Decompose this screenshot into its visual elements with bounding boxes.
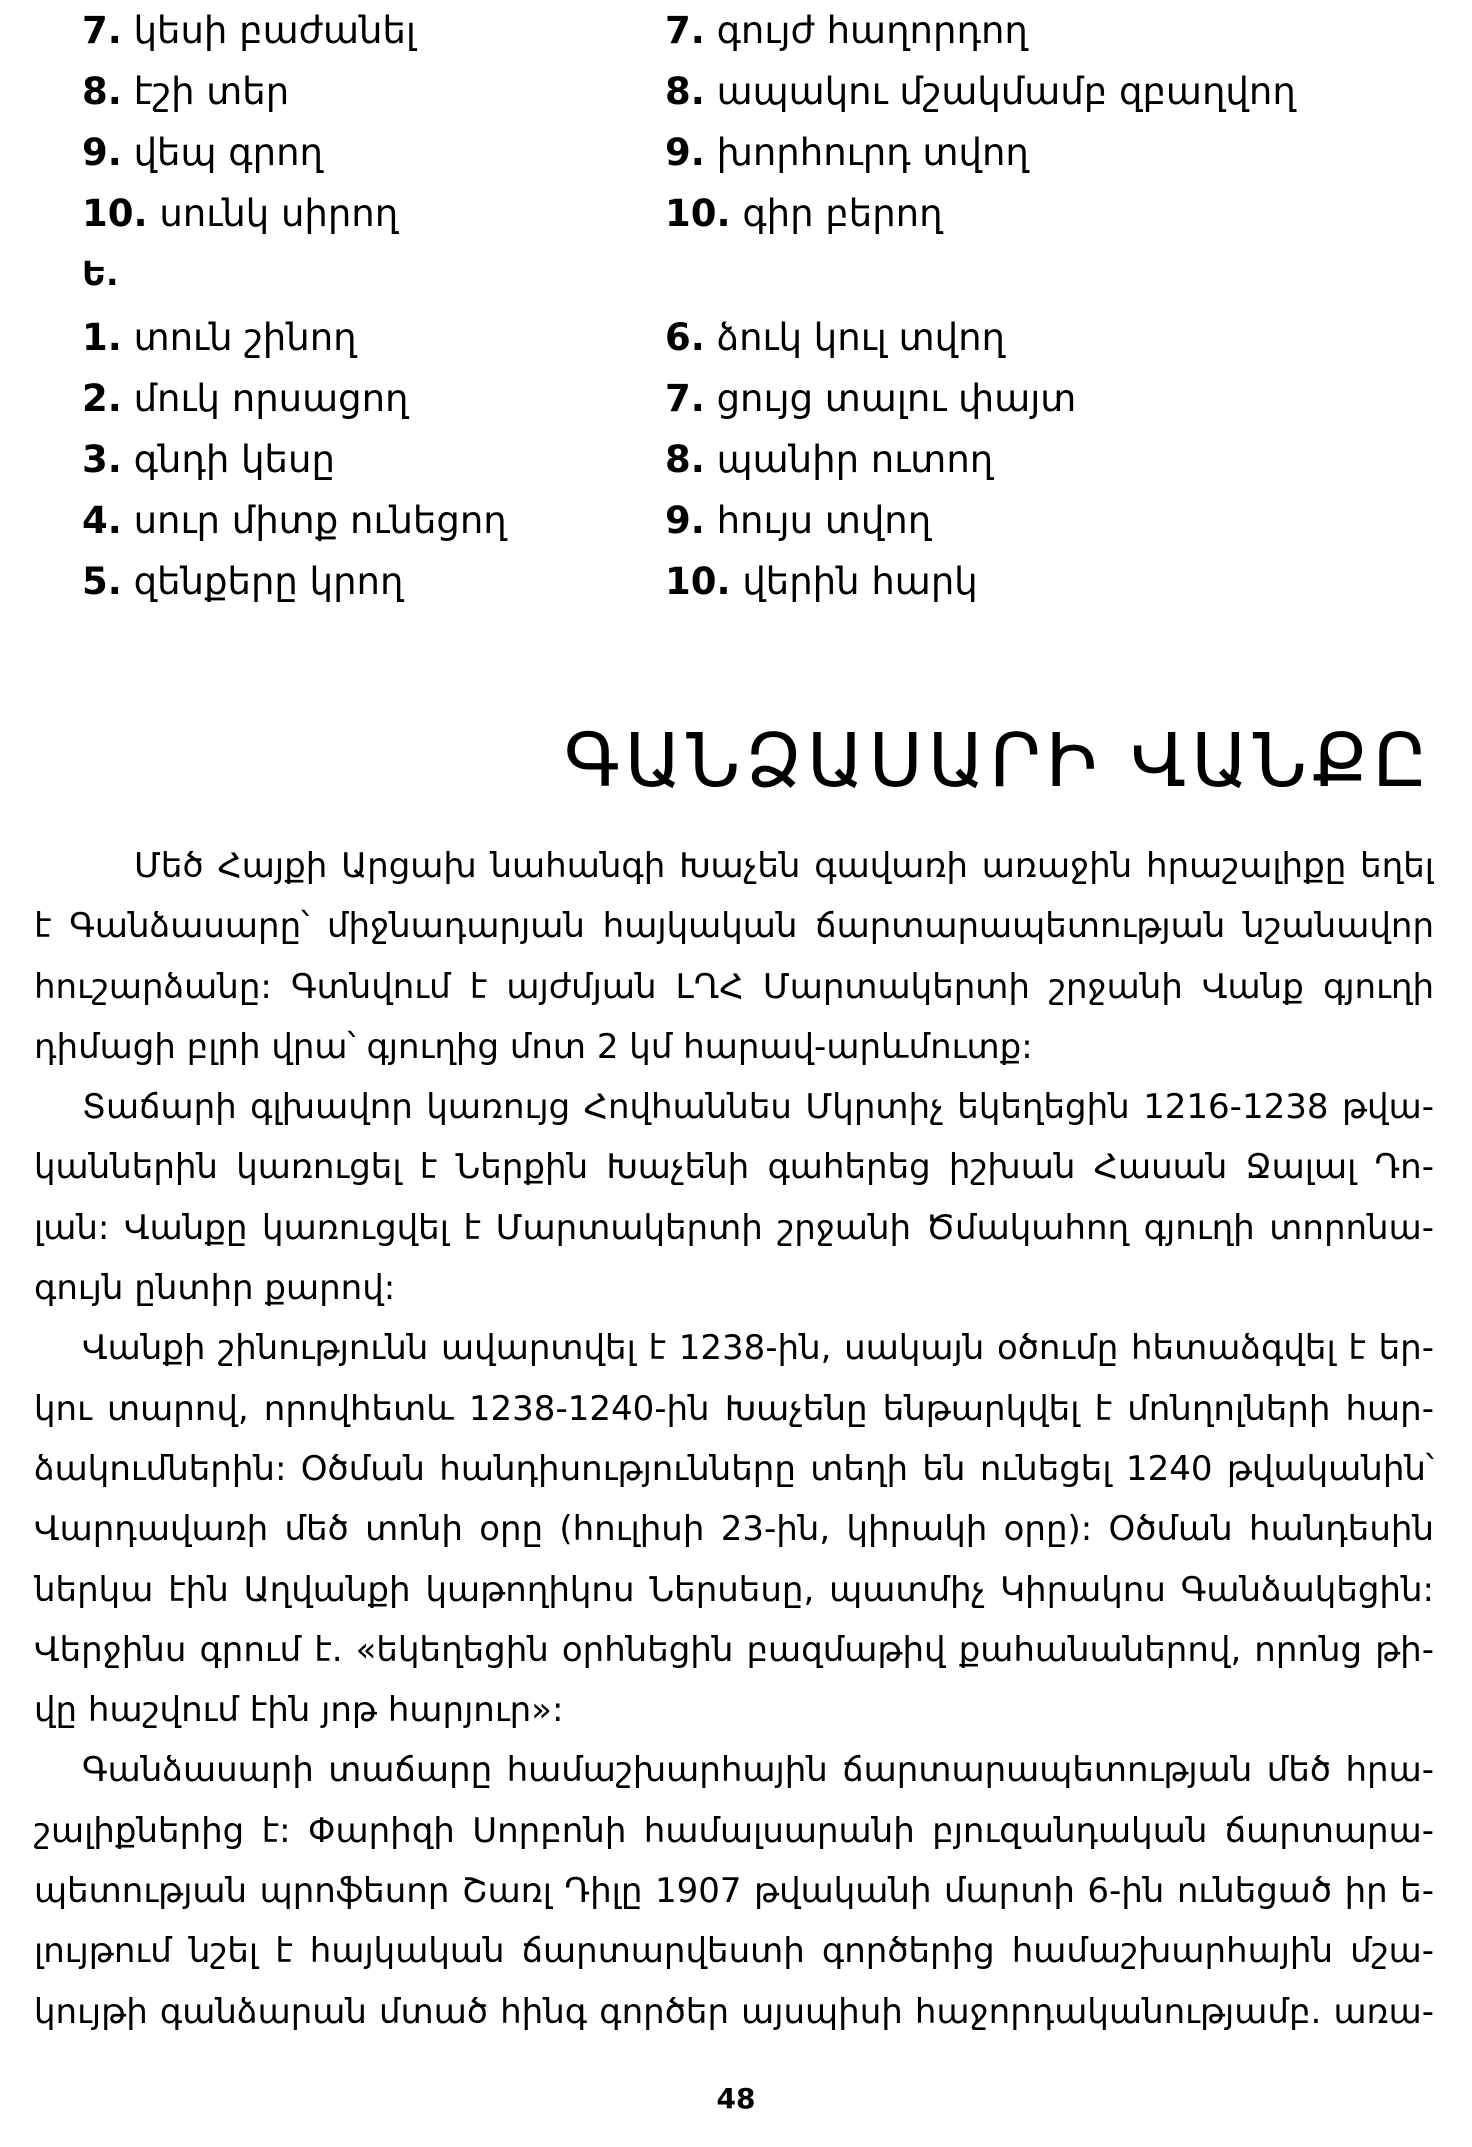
text-line: ներկա էին Աղվանքի կաթողիկոս Ներսեսը, պատմիչ Կիրակոս Գանձակեցին: [34,1569,1434,1610]
list-item [82,429,507,490]
item-text: գնդի կեսը [133,438,335,481]
text-line: դիմացի բլրի վրա՝ գյուղից մոտ 2 կմ հարավ-արևմուտք: [34,1026,1033,1067]
list-item [665,307,1076,368]
list-item [665,368,1076,429]
text-line: հուշարձանը: Գտնվում է այժմյան ԼՂՀ Մարտակերտի շրջանի Վանք գյուղի [34,966,1434,1007]
item-text: գույժ հաղորդող [716,9,1028,52]
text-line: Վանքի շինությունն ավարտվել է 1238-ին, սակայն օծումը հետաձգվել է եր- [82,1328,1434,1369]
text-line: Վերջինս գրում է. «եկեղեցին օրհնեցին բազմաթիվ քահանաներով, որոնց թի- [34,1629,1434,1670]
item-text: ապակու մշակմամբ զբաղվող [716,70,1296,113]
list-item [665,490,1076,551]
text-line: կաններին կառուցել է Ներքին Խաչենի գահերեց իշխան Հասան Ջալալ Դո- [34,1147,1434,1188]
paragraph [34,836,1434,1077]
item-text: խորհուրդ տվող [716,131,1029,174]
item-text: ձուկ կուլ տվող [716,316,1005,359]
item-text: տուն շինող [133,316,357,359]
text-line: Տաճարի գլխավոր կառույց Հովհաննես Մկրտիչ եկեղեցին 1216-1238 թվա- [82,1087,1434,1128]
text-line: գույն ընտիր քարով: [34,1268,396,1309]
item-number: 4. [82,499,122,542]
item-text: պանիր ուտող [716,438,994,481]
list-item [665,122,1296,183]
item-number: 10. [665,192,731,235]
page-number: 48 [716,2082,756,2115]
list-item [82,183,416,244]
list-item [82,307,507,368]
text-line: ձակումներին: Օծման հանդիսությունները տեղի են ունեցել 1240 թվականին՝ [34,1448,1434,1489]
paragraph [34,1318,1434,1740]
item-number: 8. [665,70,705,113]
text-line: Վարդավառի մեծ տոնի օրը (հուլիսի 23-ին, կիրակի օրը): Օծման հանդեսին [34,1509,1434,1550]
list-item [665,429,1076,490]
item-number: 3. [82,438,122,481]
paragraph [34,1740,1434,2041]
item-text: ցույց տալու փայտ [716,377,1077,420]
list-item [82,551,507,612]
list-item [82,0,416,61]
item-number: 1. [82,316,122,359]
text-line: է Գանձասարը՝ միջնադարյան հայկական ճարտարապետության նշանավոր [34,906,1434,947]
item-text: էշի տեր [133,70,290,113]
list-item [82,122,416,183]
text-line: պետության պրոֆեսոր Շառլ Դիլը 1907 թվականի մարտի 6-ին ունեցած իր ե- [34,1871,1434,1912]
list-item [82,490,507,551]
item-text: վերին հարկ [742,560,978,603]
item-text: մուկ որսացող [133,377,409,420]
section-letter: Ե. [82,254,119,293]
item-text: սուր միտք ունեցող [133,499,507,542]
item-number: 9. [82,131,122,174]
list-item [665,61,1296,122]
item-number: 9. [665,131,705,174]
list-item [665,183,1296,244]
item-text: կեսի բաժանել [133,9,416,52]
item-number: 2. [82,377,122,420]
item-number: 7. [665,9,705,52]
item-number: 9. [665,499,705,542]
exercise-list-b-left [82,307,507,612]
text-line: կույթի գանձարան մտած հինգ գործեր այսպիսի հաջորդականությամբ. առա- [34,1991,1434,2032]
item-text: գիր բերող [742,192,943,235]
item-number: 8. [82,70,122,113]
item-number: 10. [82,192,148,235]
item-number: 5. [82,560,122,603]
text-line: լույթում նշել է հայկական ճարտարվեստի գործերից համաշխարհային մշա- [34,1931,1434,1972]
text-line: Գանձասարի տաճարը համաշխարհային ճարտարապետության մեծ հրա- [82,1750,1434,1791]
exercise-list-a-right [665,0,1296,244]
item-text: հույս տվող [716,499,932,542]
exercise-list-a-left [82,0,416,244]
text-line: լան: Վանքը կառուցվել է Մարտակերտի շրջանի Ծմակահող գյուղի տորոնա- [34,1207,1434,1248]
list-item [82,61,416,122]
article-body [34,836,1434,2042]
item-text: զենքերը կրող [133,560,404,603]
page-title: ԳԱՆՁԱՍԱՐԻ ՎԱՆՔԸ [563,718,1432,804]
list-item [665,0,1296,61]
exercise-list-b-right [665,307,1076,612]
list-item [665,551,1076,612]
item-text: սունկ սիրող [159,192,399,235]
paragraph [34,1077,1434,1318]
text-line: կու տարով, որովհետև 1238-1240-ին Խաչենը ենթարկվել է մոնղոլների հար- [34,1388,1434,1429]
item-number: 7. [665,377,705,420]
text-line: Մեծ Հայքի Արցախ նահանգի Խաչեն գավառի առաջին հրաշալիքը եղել [134,846,1434,886]
item-number: 10. [665,560,731,603]
item-number: 8. [665,438,705,481]
list-item [82,368,507,429]
text-line: վը հաշվում էին յոթ հարյուր»: [34,1690,564,1731]
item-text: վեպ գրող [133,131,323,174]
item-number: 7. [82,9,122,52]
item-number: 6. [665,316,705,359]
text-line: շալիքներից է: Փարիզի Սորբոնի համալսարանի բյուզանդական ճարտարա- [34,1810,1434,1851]
